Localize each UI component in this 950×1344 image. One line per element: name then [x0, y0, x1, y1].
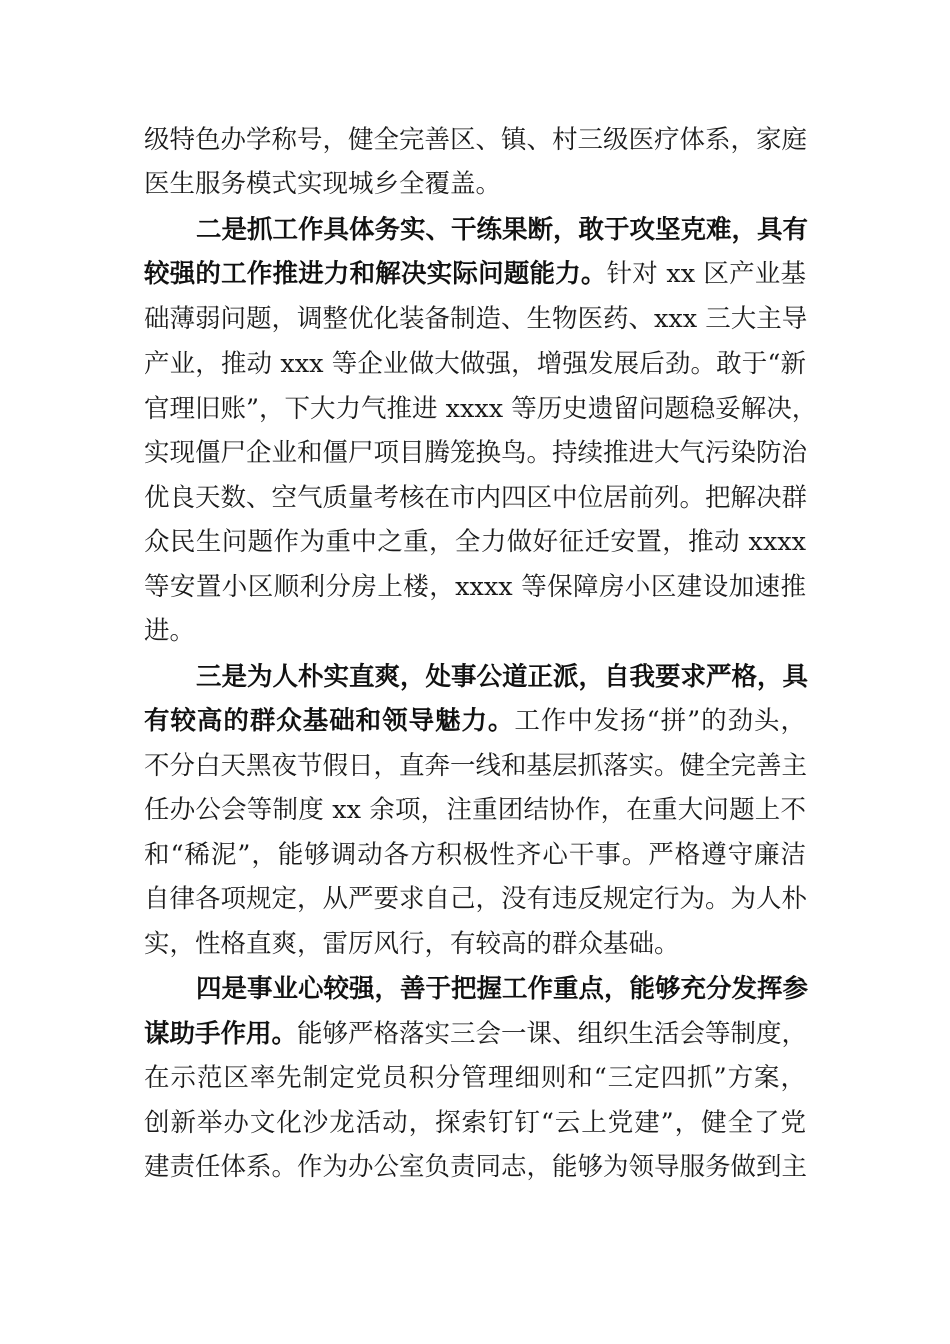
line-text: 优良天数、空气质量考核在市内四区中位居前列。把解决群	[144, 483, 808, 513]
text-line	[144, 699, 806, 743]
line-text: 创新举办文化沙龙活动，探索钉钉“云上党建”，健全了党	[144, 1108, 806, 1138]
line-text: 众民生问题作为重中之重，全力做好征迁安置，推动 xxxx	[144, 527, 806, 557]
line-text: 和“稀泥”，能够调动各方积极性齐心干事。严格遵守廉洁	[144, 840, 806, 870]
text-line	[144, 162, 806, 206]
bold-heading-text: 谋助手作用。	[144, 1019, 298, 1049]
line-text: 能够严格落实三会一课、组织生活会等制度，	[297, 1019, 808, 1049]
line-text: 自律各项规定，从严要求自己，没有违反规定行为。为人朴	[144, 884, 808, 914]
bold-heading-text: 四是事业心较强，善于把握工作重点，能够充分发挥参	[196, 974, 809, 1004]
text-line	[144, 387, 818, 431]
text-line	[144, 520, 806, 564]
text-line	[196, 208, 809, 252]
line-text: 建责任体系。作为办公室负责同志，能够为领导服务做到主	[144, 1152, 808, 1182]
text-line	[196, 655, 809, 699]
text-line	[144, 431, 806, 475]
text-line	[144, 476, 806, 520]
text-line	[144, 565, 806, 609]
line-text: 进。	[144, 616, 196, 646]
text-line	[144, 877, 806, 921]
bold-heading-text: 三是为人朴实直爽，处事公道正派，自我要求严格，具	[196, 662, 809, 692]
text-line	[144, 1145, 806, 1189]
text-line	[144, 833, 806, 877]
line-text: 实现僵尸企业和僵尸项目腾笼换鸟。持续推进大气污染防治	[144, 438, 808, 468]
text-line	[144, 1101, 806, 1145]
text-line	[144, 252, 806, 296]
line-text: 任办公会等制度 xx 余项，注重团结协作，在重大问题上不	[144, 795, 806, 825]
text-line	[144, 788, 806, 832]
line-text: 级特色办学称号，健全完善区、镇、村三级医疗体系，家庭	[144, 125, 808, 155]
text-line	[144, 922, 806, 966]
line-text: 实，性格直爽，雷厉风行，有较高的群众基础。	[144, 929, 680, 959]
line-text: 产业，推动 xxx 等企业做大做强，增强发展后劲。敢于“新	[144, 349, 806, 379]
text-line	[144, 342, 806, 386]
text-line	[144, 609, 806, 653]
bold-heading-text: 二是抓工作具体务实、干练果断，敢于攻坚克难，具有	[196, 215, 809, 245]
bold-heading-text: 有较高的群众基础和领导魅力。	[144, 706, 515, 736]
text-line	[144, 118, 806, 162]
line-text: 等安置小区顺利分房上楼，xxxx 等保障房小区建设加速推	[144, 572, 806, 602]
text-line	[144, 1056, 806, 1100]
text-line	[144, 1012, 806, 1056]
line-text: 础薄弱问题，调整优化装备制造、生物医药、xxx 三大主导	[144, 304, 808, 334]
line-text: 不分白天黑夜节假日，直奔一线和基层抓落实。健全完善主	[144, 751, 808, 781]
line-text: 在示范区率先制定党员积分管理细则和“三定四抓”方案，	[144, 1063, 806, 1093]
line-text: 工作中发扬“拼”的劲头，	[514, 706, 806, 736]
line-text: 医生服务模式实现城乡全覆盖。	[144, 169, 502, 199]
text-line	[144, 744, 806, 788]
line-text: 官理旧账”，下大力气推进 xxxx 等历史遗留问题稳妥解决，	[144, 394, 818, 424]
text-line	[144, 297, 806, 341]
line-text: 针对 xx 区产业基	[606, 259, 806, 289]
bold-heading-text: 较强的工作推进力和解决实际问题能力。	[144, 259, 607, 289]
text-line	[196, 967, 809, 1011]
